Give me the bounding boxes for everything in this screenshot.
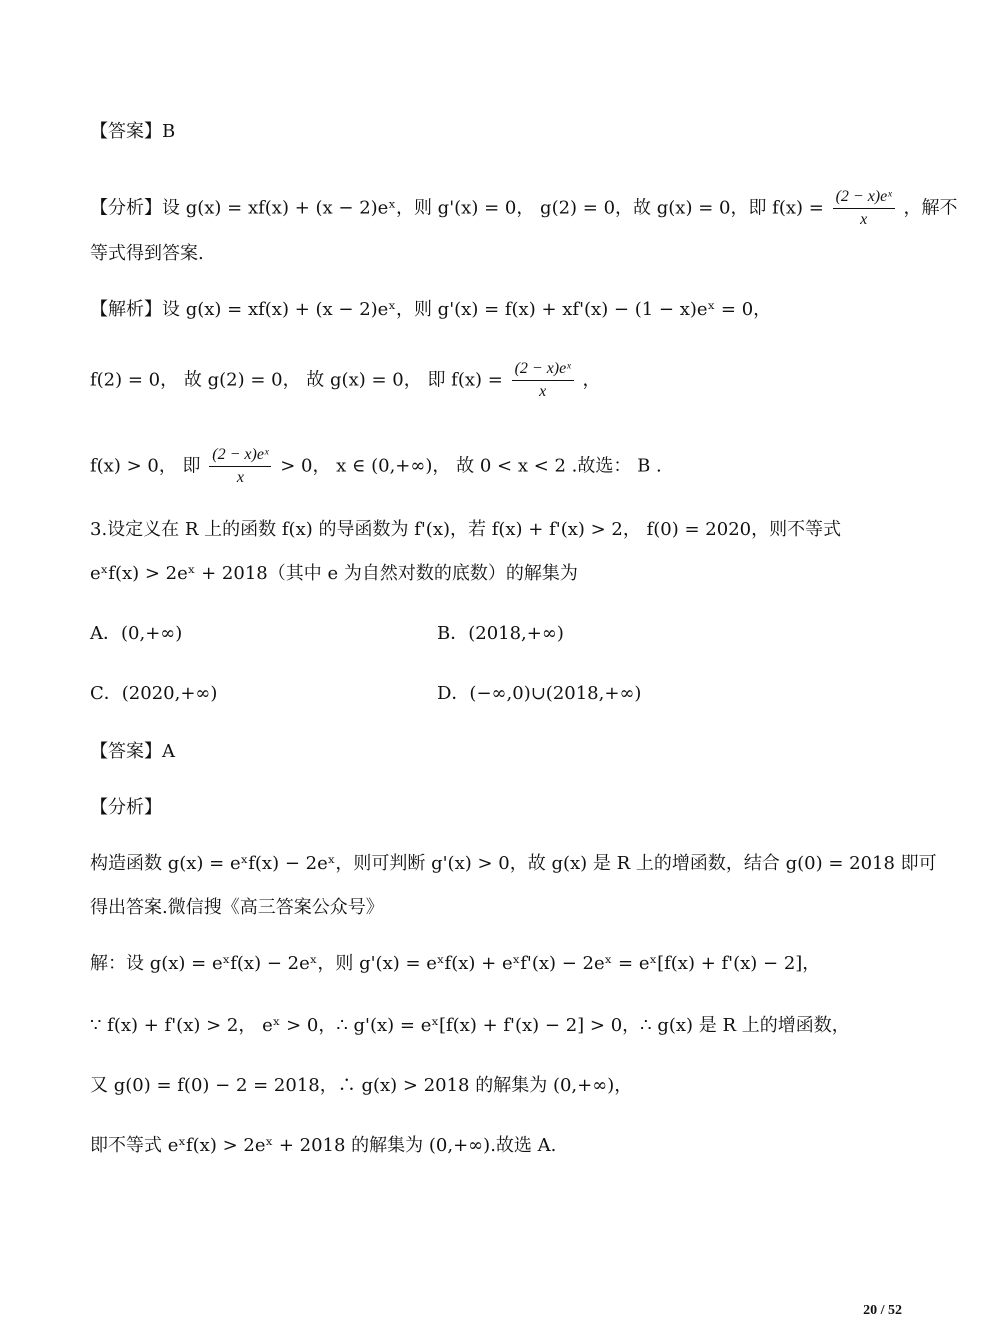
solution-2-line-3: 又 g(0) = f(0) − 2 = 2018，∴ g(x) > 2018 的解集为 (0,+∞)， — [90, 1075, 633, 1096]
solution-1-line-2 — [90, 358, 600, 403]
question-3-line-2: eˣf(x) > 2eˣ + 2018（其中 e 为自然对数的底数）的解集为 — [90, 563, 578, 584]
fraction-3-numerator: (2 − x)eˣ — [209, 444, 271, 467]
analysis-2-line-2: 得出答案.微信搜《高三答案公众号》 — [90, 897, 384, 918]
fraction-1-numerator: (2 − x)eˣ — [833, 186, 895, 209]
analysis-1-tail: ，解不 — [903, 197, 958, 219]
solution-1-line-1: 【解析】设 g(x) = xf(x) + (x − 2)eˣ，则 g'(x) = f(x) + xf'(x) − (1 − x)eˣ = 0， — [90, 299, 772, 320]
analysis-1 — [90, 186, 957, 231]
analysis-1-continued: 等式得到答案. — [90, 243, 204, 264]
fraction-1 — [833, 186, 895, 231]
option-c: C．(2020,+∞) — [90, 683, 218, 704]
question-3-line-1: 3.设定义在 R 上的函数 f(x) 的导函数为 f'(x)，若 f(x) + f'(x) > 2， f(0) = 2020，则不等式 — [90, 519, 842, 540]
answer-1: 【答案】B — [90, 121, 176, 142]
fraction-2-numerator: (2 − x)eˣ — [512, 358, 574, 381]
fraction-2-denominator: x — [539, 383, 547, 400]
fraction-3-denominator: x — [236, 469, 244, 486]
option-a: A．(0,+∞) — [90, 623, 183, 644]
solution-2-line-1: 解：设 g(x) = eˣf(x) − 2eˣ，则 g'(x) = eˣf(x) + eˣf'(x) − 2eˣ = eˣ[f(x) + f'(x) − 2]， — [90, 953, 821, 974]
option-b: B．(2018,+∞) — [437, 623, 564, 644]
analysis-2-heading: 【分析】 — [90, 797, 162, 818]
page-number: 20 / 52 — [863, 1303, 902, 1318]
solution-1-line-2-tail: ， — [582, 369, 601, 391]
fraction-3 — [209, 444, 271, 489]
analysis-1-text: 【分析】设 g(x) = xf(x) + (x − 2)eˣ，则 g'(x) = 0， g(2) = 0，故 g(x) = 0，即 f(x) = — [90, 197, 824, 219]
option-d: D．(−∞,0)∪(2018,+∞) — [437, 683, 642, 704]
solution-2-line-2: ∵ f(x) + f'(x) > 2， eˣ > 0，∴ g'(x) = eˣ[f(x) + f'(x) − 2] > 0，∴ g(x) 是 R 上的增函数， — [90, 1015, 850, 1036]
solution-2-line-4: 即不等式 eˣf(x) > 2eˣ + 2018 的解集为 (0,+∞).故选 A. — [90, 1135, 557, 1156]
solution-1-line-3 — [90, 444, 662, 489]
fraction-1-denominator: x — [860, 211, 868, 228]
solution-1-line-2-text: f(2) = 0， 故 g(2) = 0， 故 g(x) = 0， 即 f(x) = — [90, 369, 503, 391]
analysis-2-line-1: 构造函数 g(x) = eˣf(x) − 2eˣ，则可判断 g'(x) > 0，故 g(x) 是 R 上的增函数，结合 g(0) = 2018 即可 — [90, 853, 937, 874]
solution-1-line-3-text: f(x) > 0， 即 — [90, 455, 201, 477]
solution-1-line-3-tail: > 0， x ∈ (0,+∞)， 故 0 < x < 2 .故选： B . — [280, 455, 662, 477]
answer-2: 【答案】A — [90, 741, 175, 762]
fraction-2 — [512, 358, 574, 403]
